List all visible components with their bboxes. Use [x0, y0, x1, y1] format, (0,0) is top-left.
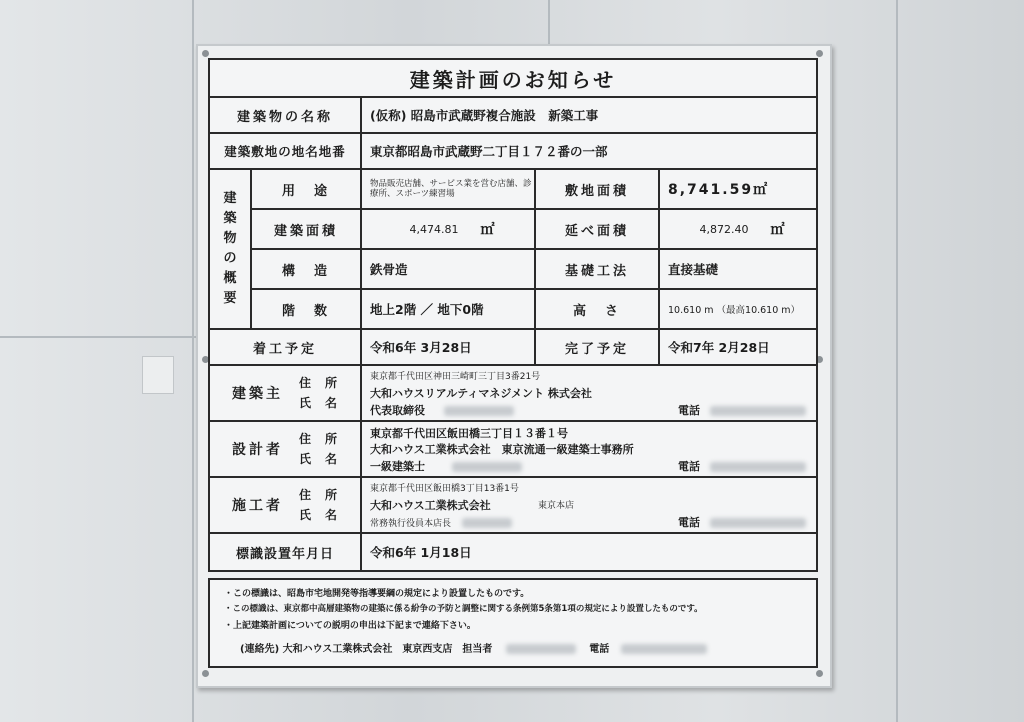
- note-line: ・この標識は、昭島市宅地開発等指導要綱の規定により設置したものです。: [224, 589, 530, 599]
- contractor-address: 東京都千代田区飯田橋3丁目13番1号: [370, 484, 519, 494]
- screw: [816, 50, 823, 57]
- redacted-name: [462, 518, 512, 528]
- note-line: ・上記建築計画についての説明の申出は下記まで連絡下さい。: [224, 621, 476, 631]
- structure-value: 鉄骨造: [360, 248, 536, 290]
- overview-char: 築: [223, 211, 237, 226]
- notice-title: 建築計画のお知らせ: [208, 58, 818, 98]
- notes-box: [208, 578, 818, 668]
- owner-company: 大和ハウスリアルティマネジメント 株式会社: [370, 387, 592, 400]
- contractor-company: 大和ハウス工業株式会社: [370, 499, 491, 512]
- designer-company: 大和ハウス工業株式会社 東京流通一級建築士事務所: [370, 443, 634, 456]
- foundation-label: 基礎工法: [534, 248, 660, 290]
- redacted-contact-phone: [621, 644, 707, 654]
- overview-char: 建: [223, 191, 237, 206]
- wall-seam-left: [192, 0, 194, 722]
- height-value: 10.610 m （最高10.610 m）: [658, 288, 818, 330]
- start-label: 着工予定: [208, 328, 362, 366]
- owner-label: [208, 364, 362, 422]
- redacted-phone: [710, 518, 806, 528]
- posted-date-value: 令和6年 1月18日: [360, 532, 818, 572]
- designer-detail: [360, 420, 818, 478]
- contractor-address-label: 住 所: [298, 488, 338, 502]
- wall-seam-horizontal: [0, 336, 196, 338]
- contractor-title: 施工者: [231, 498, 283, 514]
- screw: [816, 670, 823, 677]
- owner-title: 建築主: [231, 386, 283, 402]
- use-label: 用 途: [250, 168, 362, 210]
- designer-phone-label: 電話: [678, 460, 700, 473]
- building-name-label: 建築物の名称: [208, 96, 362, 134]
- redacted-name: [452, 462, 522, 472]
- building-area-unit: ㎡: [480, 222, 495, 238]
- designer-address-label: 住 所: [298, 432, 338, 446]
- designer-address: 東京都千代田区飯田橋三丁目１３番１号: [370, 427, 568, 440]
- building-area-cell: [360, 208, 536, 250]
- wall-tape: [142, 356, 174, 394]
- designer-name-label: 氏 名: [298, 452, 338, 466]
- contractor-phone-label: 電話: [678, 516, 700, 529]
- floor-area-value: 4,872.40: [699, 222, 749, 236]
- building-name-value: (仮称) 昭島市武蔵野複合施設 新築工事: [360, 96, 818, 134]
- owner-representative: 代表取締役: [370, 404, 425, 417]
- contractor-detail: [360, 476, 818, 534]
- posted-date-label: 標識設置年月日: [208, 532, 362, 572]
- floor-area-label: 延べ面積: [534, 208, 660, 250]
- site-address-label: 建築敷地の地名地番: [208, 132, 362, 170]
- start-value: 令和6年 3月28日: [360, 328, 536, 366]
- notice-board: [196, 44, 832, 688]
- designer-title: 設計者: [231, 442, 283, 458]
- owner-address-label: 住 所: [298, 376, 338, 390]
- contractor-representative: 常務執行役員本店長: [370, 519, 452, 529]
- wall-seam-mid: [548, 0, 550, 44]
- screw: [202, 670, 209, 677]
- note-line: ・この標識は、東京都中高層建築物の建築に係る紛争の予防と調整に関する条例第5条第1項の規定により設置したものです。: [224, 604, 703, 614]
- building-area-label: 建築面積: [250, 208, 362, 250]
- contractor-label: [208, 476, 362, 534]
- designer-label: [208, 420, 362, 478]
- screw: [202, 50, 209, 57]
- redacted-phone: [710, 406, 806, 416]
- overview-char: 概: [223, 271, 237, 286]
- overview-char: の: [223, 251, 237, 266]
- completion-label: 完了予定: [534, 328, 660, 366]
- building-overview-label: [208, 168, 252, 330]
- floor-area-unit: ㎡: [770, 222, 785, 238]
- site-area-label: 敷地面積: [534, 168, 660, 210]
- height-label: 高 さ: [534, 288, 660, 330]
- use-value: 物品販売店舗、サービス業を営む店舗、診療所、スポーツ練習場: [360, 168, 536, 210]
- redacted-contact-name: [506, 644, 576, 654]
- owner-address: 東京都千代田区神田三崎町三丁目3番21号: [370, 372, 541, 382]
- contractor-name-label: 氏 名: [298, 508, 338, 522]
- contact-line: [240, 640, 707, 655]
- foundation-value: 直接基礎: [658, 248, 818, 290]
- structure-label: 構 造: [250, 248, 362, 290]
- owner-detail: [360, 364, 818, 422]
- contact-prefix: (連絡先) 大和ハウス工業株式会社 東京西支店 担当者: [240, 644, 493, 655]
- redacted-phone: [710, 462, 806, 472]
- floors-label: 階 数: [250, 288, 362, 330]
- notice-table: [208, 58, 818, 576]
- designer-representative: 一級建築士: [370, 460, 425, 473]
- building-area-value: 4,474.81: [409, 222, 459, 236]
- floors-value: 地上2階 ／ 地下0階: [360, 288, 536, 330]
- contact-phone-label: 電話: [589, 644, 610, 655]
- site-address-value: 東京都昭島市武蔵野二丁目１７２番の一部: [360, 132, 818, 170]
- owner-name-label: 氏 名: [298, 396, 338, 410]
- overview-char: 要: [223, 291, 237, 306]
- wall-seam-right: [896, 0, 898, 722]
- redacted-name: [444, 406, 514, 416]
- contractor-branch: 東京本店: [538, 501, 575, 511]
- floor-area-cell: [658, 208, 818, 250]
- owner-phone-label: 電話: [678, 404, 700, 417]
- overview-char: 物: [223, 231, 237, 246]
- completion-value: 令和7年 2月28日: [658, 328, 818, 366]
- site-area-value: 8,741.59㎡: [658, 168, 818, 210]
